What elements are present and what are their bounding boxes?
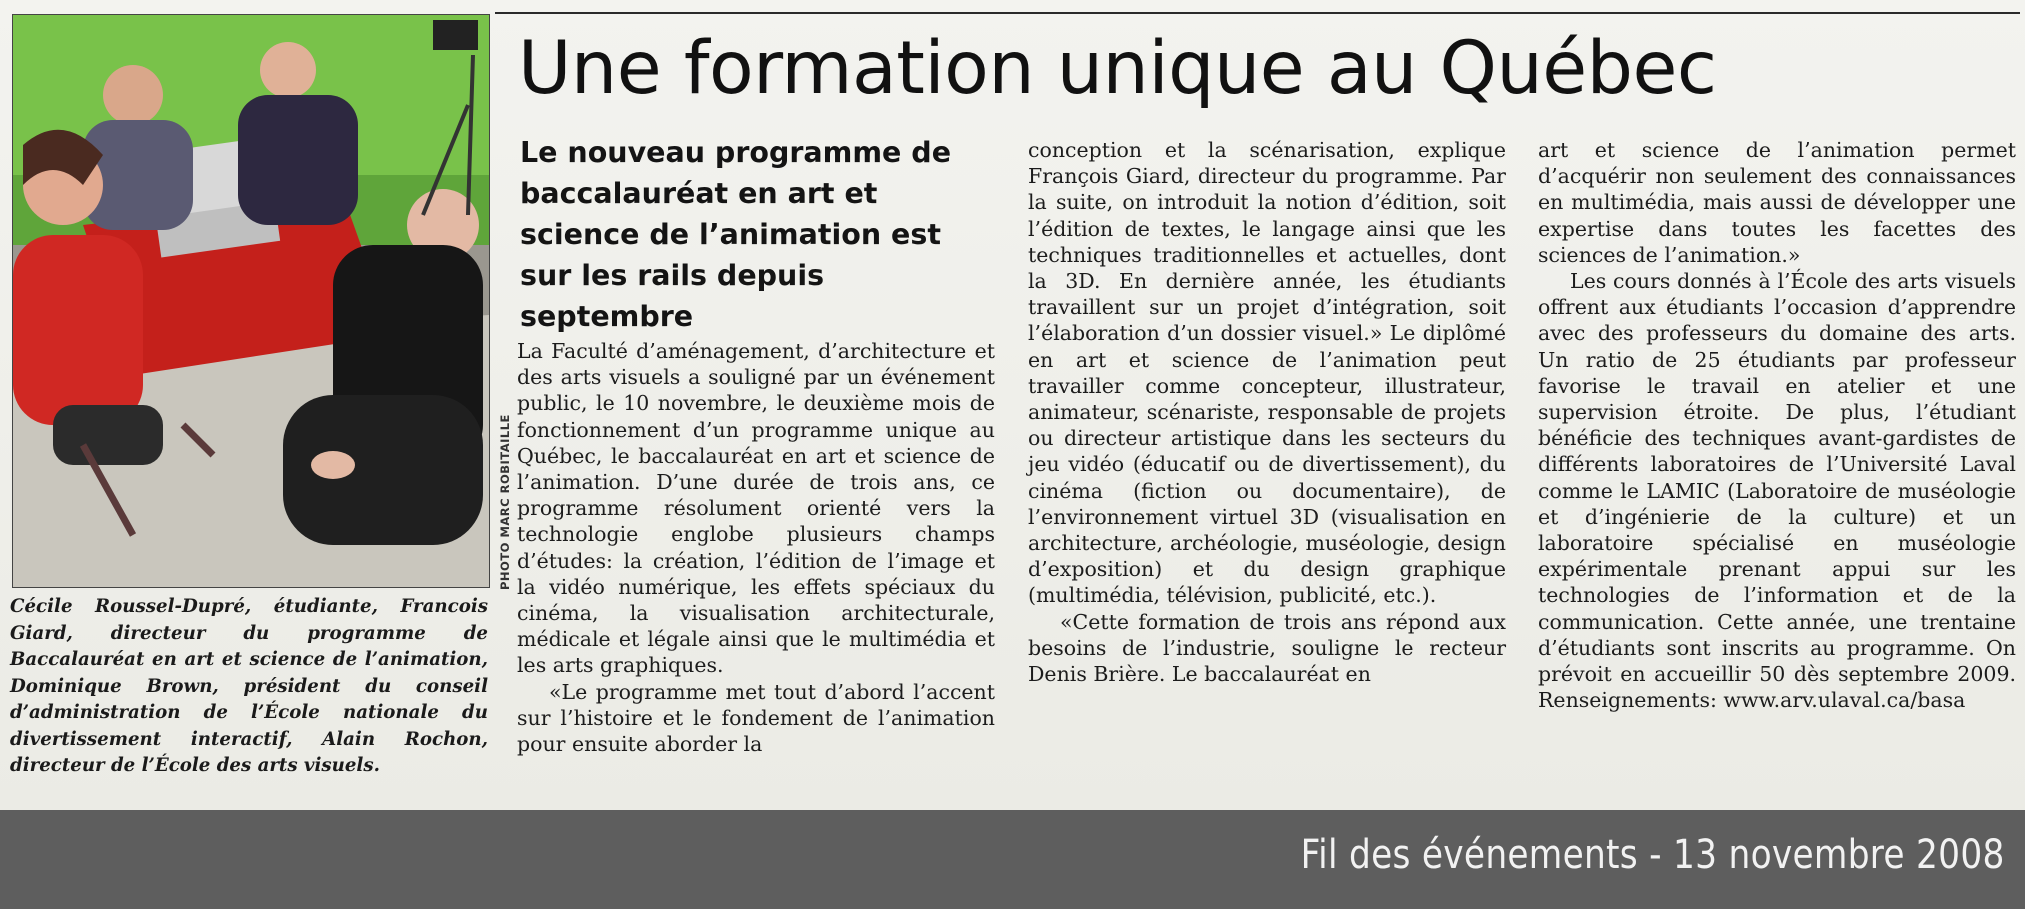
paragraph: «Cette formation de trois ans répond aux besoins de l’industrie, souligne le recteur Denis Brière. Le baccalauréat en	[1028, 609, 1506, 687]
article-column-2	[1028, 137, 1506, 687]
headline: Une formation unique au Québec	[518, 26, 1717, 111]
source-footer-bar	[0, 810, 2025, 909]
paragraph: «Le programme met tout d’abord l’accent sur l’histoire et le fondement de l’animation pour ensuite aborder la	[517, 679, 995, 757]
paragraph: art et science de l’animation permet d’acquérir non seulement des connaissances en multimédia, mais aussi de développer une expertise dans toutes les facettes des sciences de l’animation.»	[1538, 138, 2016, 267]
photo-caption: Cécile Roussel-Dupré, étudiante, Francois Giard, directeur du programme de Baccalauréat en art et science de l’animation, Dominique Brown, président du conseil d’administration de l’École nationale du divertissement interactif, Alain Rochon, directeur de l’École des arts visuels.	[10, 596, 488, 776]
paragraph: Les cours donnés à l’École des arts visuels offrent aux étudiants l’occasion d’apprendre avec des professeurs du domaine des arts. Un ratio de 25 étudiants par professeur favorise le travail en atelier et une supervision étroite. De plus, l’étudiant bénéficie des techniques avant-gardistes de différents laboratoires de l’Université Laval comme le LAMIC (Laboratoire de muséologie et d’ingénierie de la culture) et un laboratoire spécialisé en muséologie expérimentale prenant appui sur les technologies de l’information et de la communication. Cette année, une trentaine d’étudiants sont inscrits au programme. On prévoit en accueillir 50 dès septembre 2009. Renseignements: www.arv.ulaval.ca/basa	[1538, 269, 2016, 713]
deck-subheadline: Le nouveau programme de baccalauréat en art et science de l’animation est sur les rails depuis septembre	[520, 136, 952, 333]
photo-credit: PHOTO MARC ROBITAILLE	[498, 414, 512, 590]
paragraph: conception et la scénarisation, explique François Giard, directeur du programme. Par la suite, on introduit la notion d’édition, soit l’édition de textes, le langage ainsi que les techniques traditionnelles et actuelles, dont la 3D. En dernière année, les étudiants travaillent sur un projet d’intégration, soit l’élaboration d’un dossier visuel.» Le diplômé en art et science de l’animation peut travailler comme concepteur, illustrateur, animateur, scénariste, responsable de projets ou directeur artistique dans les secteurs du jeu vidéo (éducatif ou de divertissement), du cinéma (fiction ou documentaire), de l’environnement virtuel 3D (visualisation en architecture, archéologie, muséologie, design d’exposition) et du design graphique (multimédia, télévision, publicité, etc.).	[1028, 138, 1506, 608]
article-column-1	[517, 338, 995, 757]
article-column-3	[1538, 137, 2016, 713]
paragraph: La Faculté d’aménagement, d’architecture et des arts visuels a souligné par un événement public, le 10 novembre, le deuxième mois de fonctionnement d’un programme unique au Québec, le baccalauréat en art et science de l’animation. D’une durée de trois ans, ce programme résolument orienté vers la technologie englobe plusieurs champs d’études: la création, l’édition de l’image et la vidéo numérique, les effets spéciaux du cinéma, la visualisation architecturale, médicale et légale ainsi que le multimédia et les arts graphiques.	[517, 339, 995, 678]
article-photo	[12, 14, 490, 588]
source-label: Fil des événements - 13 novembre 2008	[1300, 832, 2005, 878]
top-rule	[495, 12, 2020, 14]
